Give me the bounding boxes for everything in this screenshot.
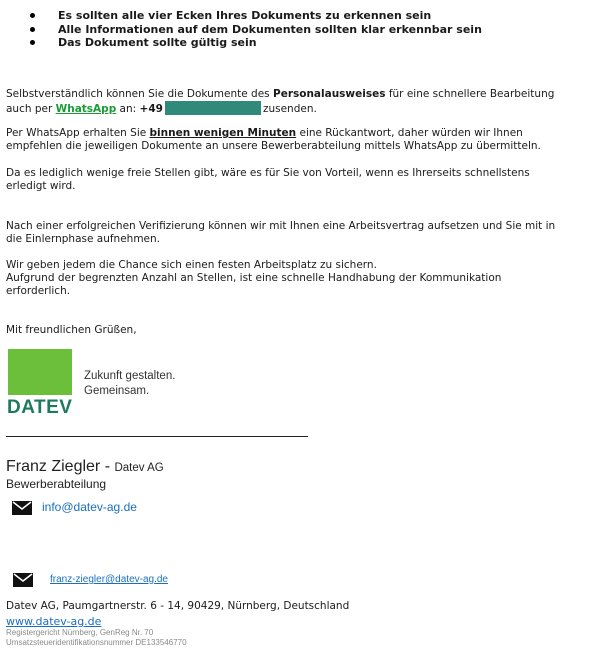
bullet-icon bbox=[30, 40, 35, 45]
datev-logo-square bbox=[8, 349, 72, 395]
signature-name: Franz Ziegler - Datev AG bbox=[6, 458, 164, 475]
envelope-icon bbox=[13, 573, 33, 587]
bullet-icon bbox=[30, 27, 35, 32]
vat-info: Umsatzsteueridentifikationsnummer DE133546770 bbox=[6, 638, 187, 647]
paragraph-verification: Nach einer erfolgreichen Verifizierung können wir mit Ihnen eine Arbeitsvertrag aufsetzen und Sie mit in die Einlernphase aufnehmen. bbox=[6, 220, 556, 245]
datev-logo-wordmark: DATEV bbox=[7, 397, 73, 418]
email-link-info[interactable]: info@datev-ag.de bbox=[42, 500, 137, 514]
paragraph-chance: Wir geben jedem die Chance sich einen festen Arbeitsplatz zu sichern. Aufgrund der begrenzten Anzahl an Stellen, ist eine schnelle Handhabung der Kommunikation erforderlich. bbox=[6, 259, 502, 297]
paragraph-response-time: Per WhatsApp erhalten Sie binnen wenigen Minuten eine Rückantwort, daher würden wir Ihnen empfehlen die jeweiligen Dokumente an unsere Bewerberabteilung mittels WhatsApp zu übermitteln. bbox=[6, 127, 541, 152]
requirements-list bbox=[28, 9, 482, 50]
closing-greeting: Mit freundlichen Grüßen, bbox=[6, 324, 137, 336]
paragraph-whatsapp-request: Selbstverständlich können Sie die Dokumente des Personalausweises für eine schnellere Bearbeitung auch per WhatsApp an: +49 zusenden. bbox=[6, 88, 555, 115]
envelope-icon bbox=[12, 501, 32, 515]
paragraph-urgency: Da es lediglich wenige freie Stellen gibt, wäre es für Sie von Vorteil, wenn es Ihrerseits schnellstens erledigt wird. bbox=[6, 167, 530, 192]
signature-department: Bewerberabteilung bbox=[6, 477, 107, 491]
list-item: Es sollten alle vier Ecken Ihres Dokuments zu erkennen sein bbox=[28, 9, 482, 23]
document-type: Personalausweises bbox=[273, 88, 386, 100]
list-item: Alle Informationen auf dem Dokumenten sollten klar erkennbar sein bbox=[28, 23, 482, 37]
email-link-personal[interactable]: franz-ziegler@datev-ag.de bbox=[50, 574, 168, 585]
signature-divider bbox=[6, 436, 308, 437]
whatsapp-link[interactable]: WhatsApp bbox=[55, 103, 117, 115]
company-address: Datev AG, Paumgartnerstr. 6 - 14, 90429, Nürnberg, Deutschland bbox=[6, 600, 350, 612]
list-item: Das Dokument sollte gültig sein bbox=[28, 36, 482, 50]
logo-tagline: Zukunft gestalten. Gemeinsam. bbox=[84, 370, 176, 397]
bullet-icon bbox=[30, 13, 35, 18]
register-info: Registergericht Nürnberg, GenReg Nr. 70 bbox=[6, 628, 154, 637]
redacted-phone-number bbox=[165, 101, 261, 115]
website-link[interactable]: www.datev-ag.de bbox=[6, 615, 102, 628]
phone-prefix: +49 bbox=[139, 103, 163, 115]
